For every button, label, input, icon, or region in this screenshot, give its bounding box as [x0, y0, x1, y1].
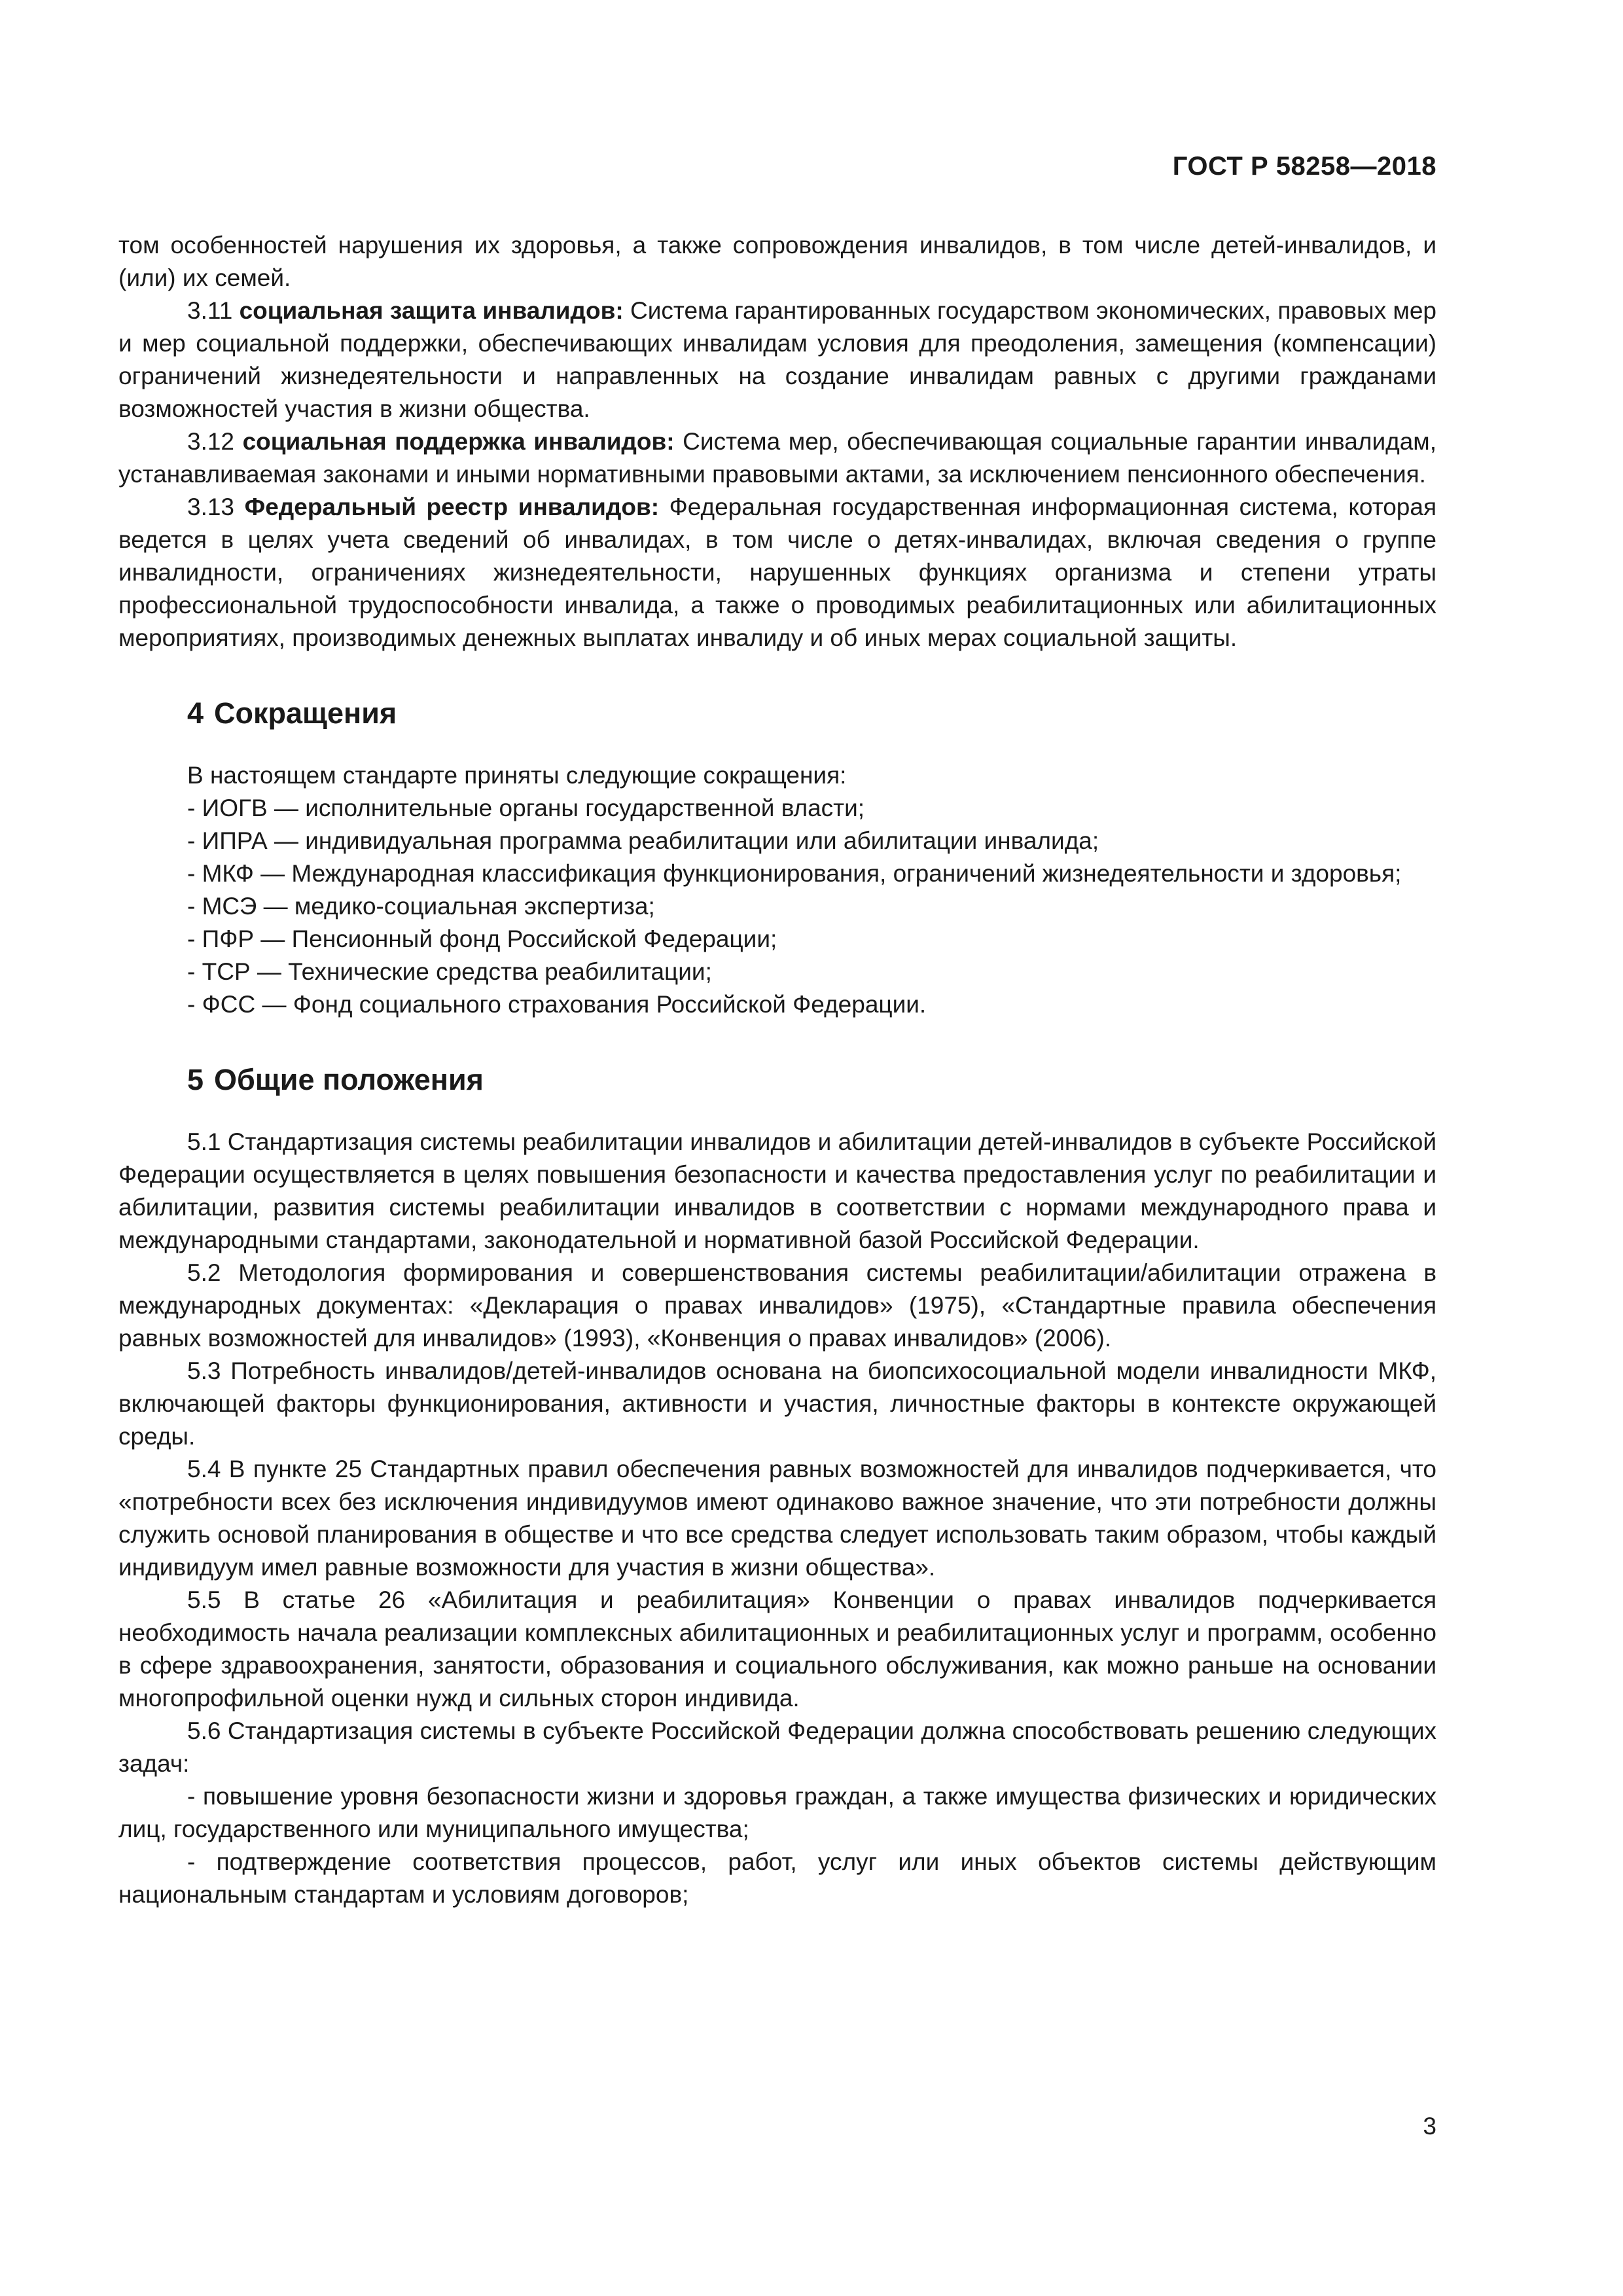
abbreviation-item: - ИПРА — индивидуальная программа реабилитации или абилитации инвалида; [187, 827, 1099, 854]
term-definition: Федеральная государственная информационная система, которая ведется в целях учета сведений об инвалидах, в том числе о детях-инвалидах, включая сведения о группе инвалидности, ограничениях жизнедеятельности, нарушенных функциях организма и степени утраты профессиональной трудоспособности инвалида, а также о проводимых реабилитационных или абилитационных мероприятиях, производимых денежных выплатах инвалиду и об иных мерах социальной защиты. [118, 493, 1436, 651]
abbreviation-item: - ТСР — Технические средства реабилитации; [187, 958, 712, 985]
term-title: Федеральный реестр инвалидов: [244, 493, 660, 520]
page-number: 3 [1423, 2113, 1436, 2140]
paragraph-5-6: 5.6 Стандартизация системы в субъекте Российской Федерации должна способствовать решению следующих задач: [118, 1717, 1436, 1777]
term-title: социальная защита инвалидов: [239, 297, 624, 324]
term-number: 3.11 [187, 297, 233, 324]
term-3-11 [118, 295, 1436, 425]
term-definition: Система мер, обеспечивающая социальные гарантии инвалидам, устанавливаемая законами и иными нормативными правовыми актами, за исключением пенсионного обеспечения. [118, 428, 1436, 488]
abbreviation-item: - ФСС — Фонд социального страхования Российской Федерации. [187, 991, 927, 1018]
task-item: - повышение уровня безопасности жизни и здоровья граждан, а также имущества физических и юридических лиц, государственного или муниципального имущества; [118, 1783, 1436, 1842]
continuation-paragraph: том особенностей нарушения их здоровья, а также сопровождения инвалидов, в том числе детей-инвалидов, и (или) их семей. [118, 232, 1436, 291]
paragraph-5-5: 5.5 В статье 26 «Абилитация и реабилитация» Конвенции о правах инвалидов подчеркивается необходимость начала реализации комплексных абилитационных и реабилитационных услуг и программ, особенно в сфере здравоохранения, занятости, образования и социального обслуживания, как можно раньше на основании многопрофильной оценки нужд и сильных сторон индивида. [118, 1587, 1436, 1712]
task-item: - подтверждение соответствия процессов, работ, услуг или иных объектов системы действующим национальным стандартам и условиям договоров; [118, 1848, 1436, 1908]
abbreviation-item: - МКФ — Международная классификация функционирования, ограничений жизнедеятельности и здоровья; [187, 860, 1402, 887]
term-3-13 [118, 491, 1436, 655]
term-title: социальная поддержка инвалидов: [242, 428, 675, 455]
term-3-12 [118, 425, 1436, 491]
section-title: Общие положения [214, 1063, 484, 1096]
term-number: 3.13 [187, 493, 235, 520]
section-title: Сокращения [214, 696, 397, 730]
document-header: ГОСТ Р 58258—2018 [1172, 152, 1436, 181]
paragraph-5-2: 5.2 Методология формирования и совершенствования системы реабилитации/абилитации отражена в международных документах: «Декларация о правах инвалидов» (1975), «Стандартные правила обеспечения равных возможностей для инвалидов» (1993), «Конвенция о правах инвалидов» (2006). [118, 1259, 1436, 1352]
section-number: 5 [187, 1063, 204, 1096]
section-5-heading [118, 1060, 1436, 1100]
paragraph-5-4: 5.4 В пункте 25 Стандартных правил обеспечения равных возможностей для инвалидов подчеркивается, что «потребности всех без исключения индивидуумов имеют одинаково важное значение, что эти потребности должны служить основой планирования в обществе и что все средства следует использовать таким образом, чтобы каждый индивидуум имел равные возможности для участия в жизни общества». [118, 1456, 1436, 1581]
section-4-intro: В настоящем стандарте приняты следующие сокращения: [187, 762, 847, 789]
section-4-heading [118, 694, 1436, 733]
document-body [118, 229, 1436, 1911]
paragraph-5-1: 5.1 Стандартизация системы реабилитации инвалидов и абилитации детей-инвалидов в субъекте Российской Федерации осуществляется в целях повышения безопасности и качества предоставления услуг по реабилитации и абилитации, развития системы реабилитации инвалидов в соответствии с нормами международного права и международными стандартами, законодательной и нормативной базой Российской Федерации. [118, 1128, 1436, 1253]
term-definition: Система гарантированных государством экономических, правовых мер и мер социальной поддержки, обеспечивающих инвалидам условия для преодоления, замещения (компенсации) ограничений жизнедеятельности и направленных на создание инвалидам равных с другими гражданами возможностей участия в жизни общества. [118, 297, 1436, 422]
paragraph-5-3: 5.3 Потребность инвалидов/детей-инвалидов основана на биопсихосоциальной модели инвалидности МКФ, включающей факторы функционирования, активности и участия, личностные факторы в контексте окружающей среды. [118, 1357, 1436, 1450]
term-number: 3.12 [187, 428, 235, 455]
abbreviation-item: - ПФР — Пенсионный фонд Российской Федерации; [187, 925, 777, 952]
abbreviation-item: - ИОГВ — исполнительные органы государственной власти; [187, 795, 865, 821]
abbreviation-item: - МСЭ — медико-социальная экспертиза; [187, 893, 655, 920]
section-number: 4 [187, 696, 204, 730]
